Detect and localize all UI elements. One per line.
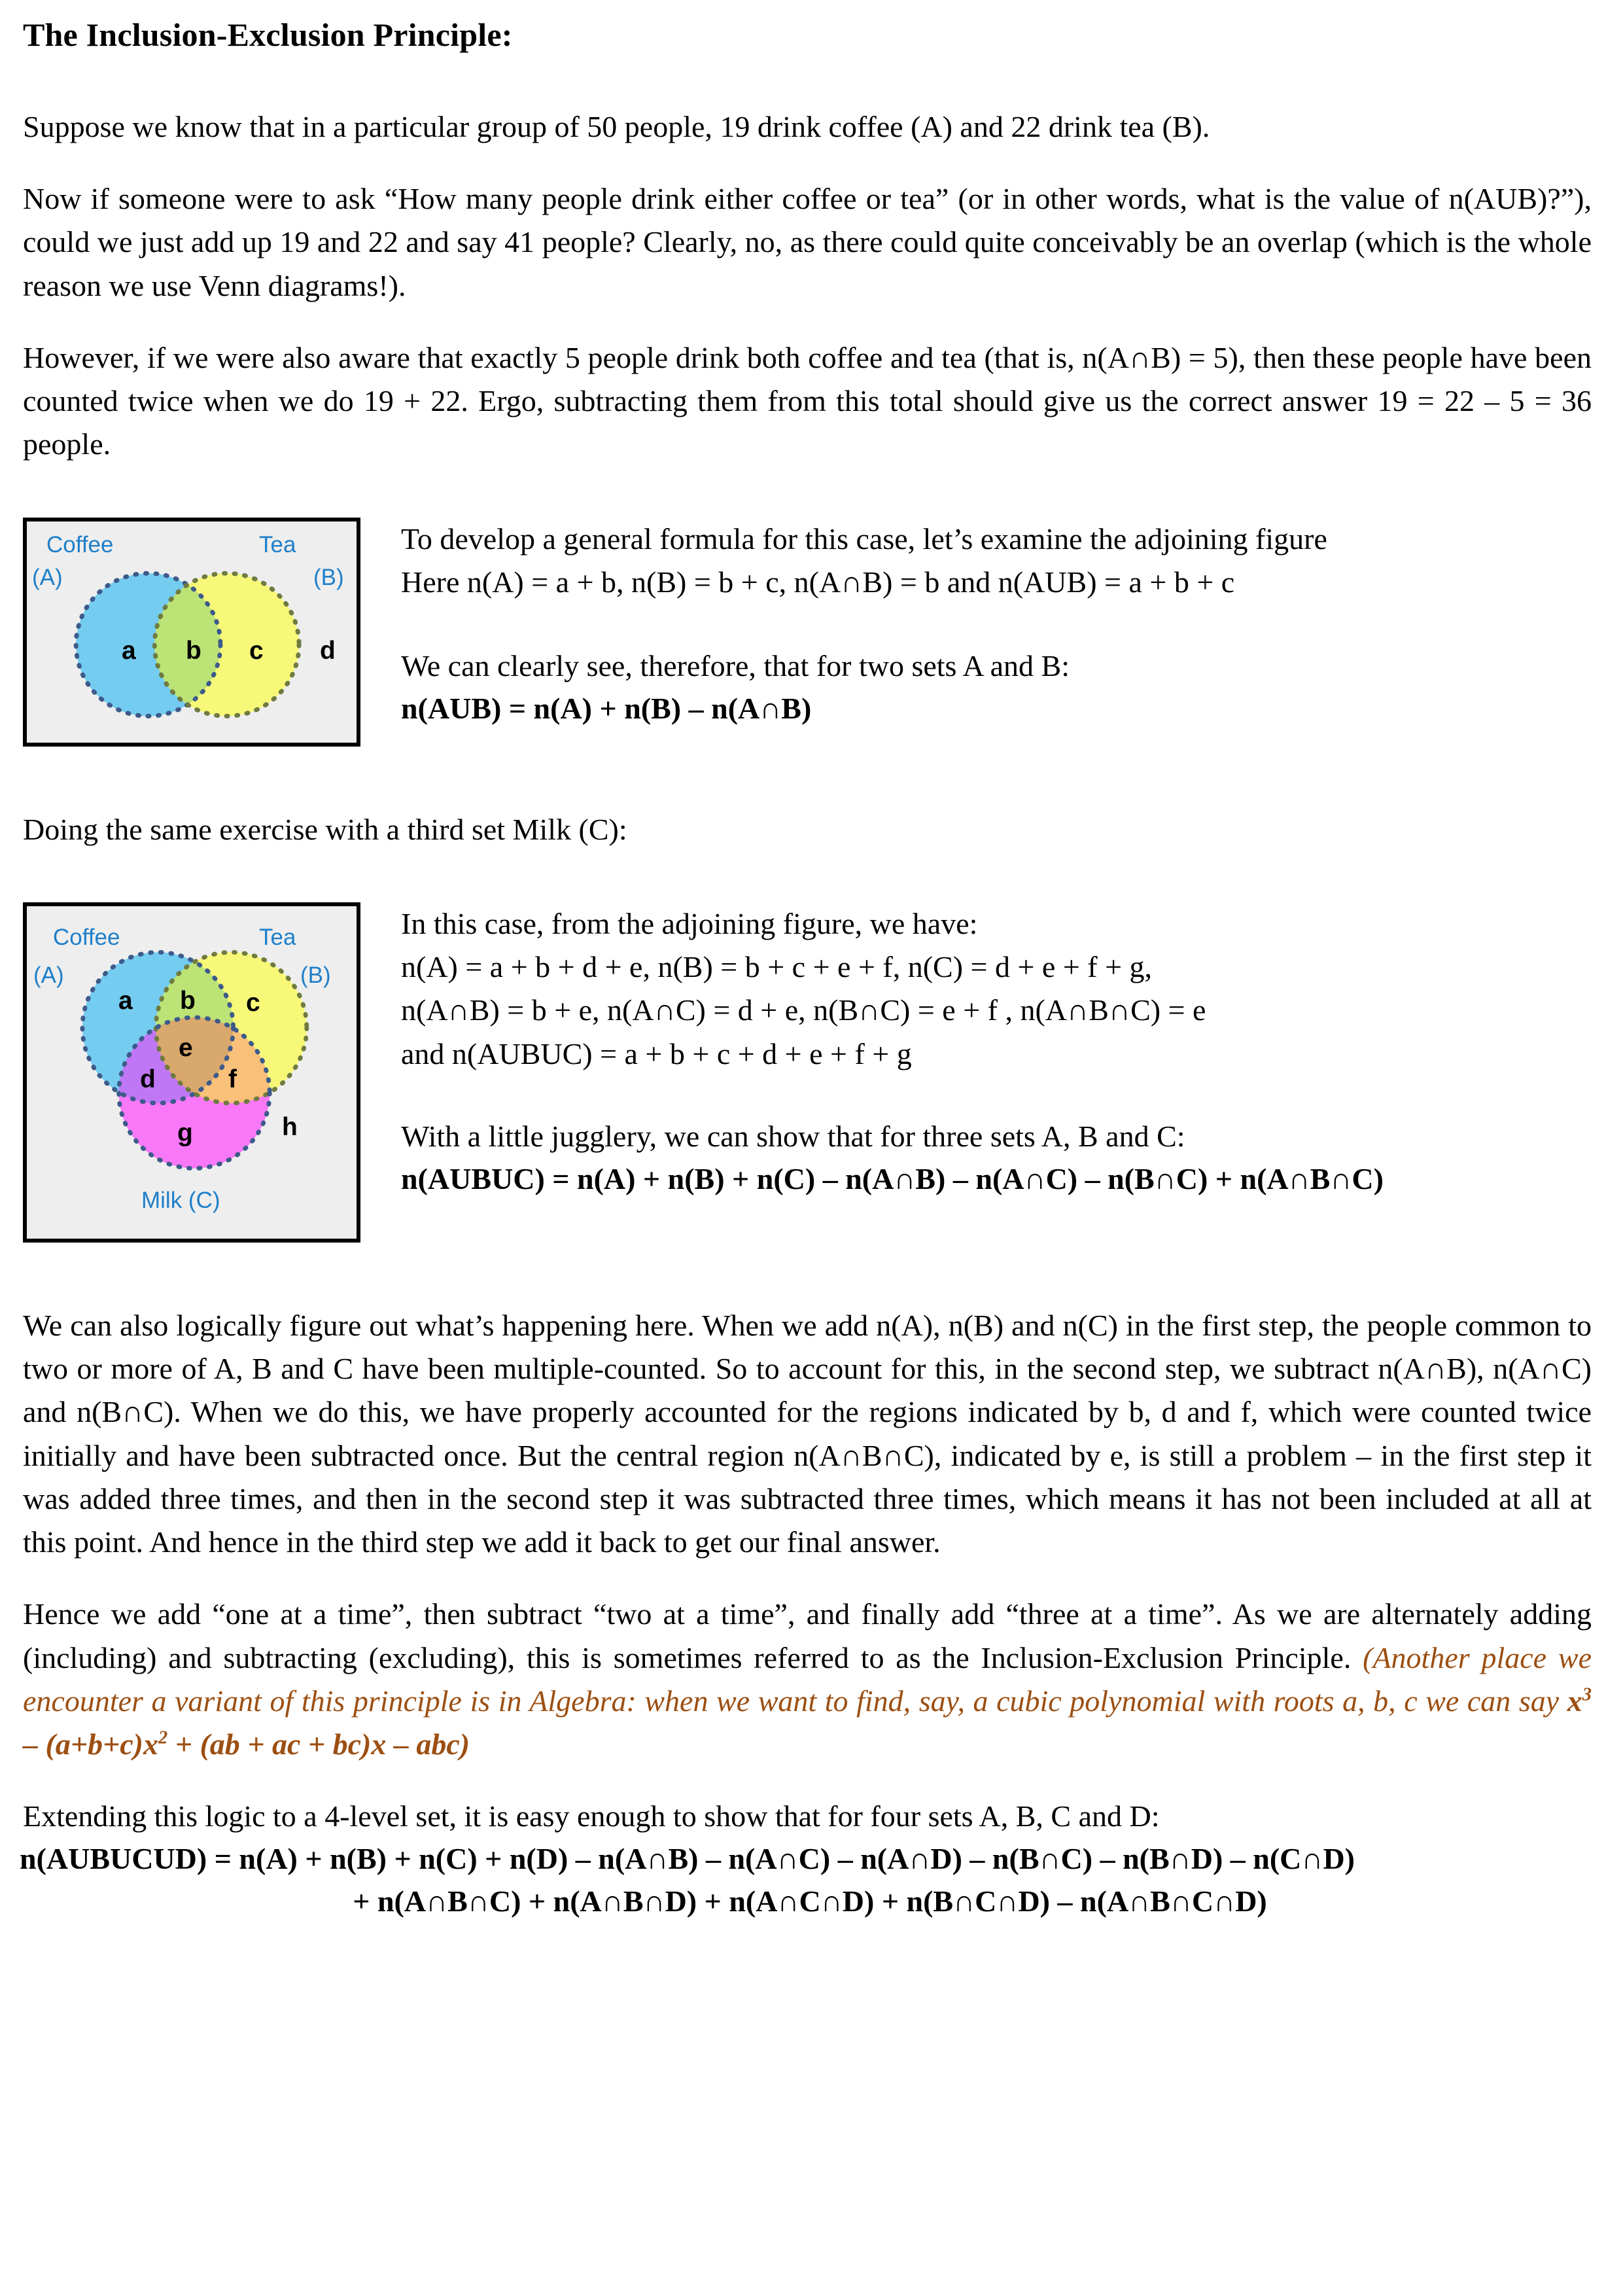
figure-2-line-2: n(A) = a + b + d + e, n(B) = b + c + e + f, n(C) = d + e + f + g, (401, 950, 1153, 984)
venn3-region-a: a (118, 986, 133, 1015)
third-set-intro: Doing the same exercise with a third set Milk (C): (23, 812, 627, 846)
formula-two-sets: n(AUB) = n(A) + n(B) – n(A∩B) (401, 692, 812, 726)
venn3-label-a: (A) (33, 962, 64, 988)
venn3-label-tea: Tea (259, 924, 296, 950)
venn2-region-d: d (320, 636, 336, 665)
venn3-region-h: h (282, 1112, 298, 1141)
extend-lead: Extending this logic to a 4-level set, it is easy enough to show that for four sets A, B, C and D: (23, 1799, 1160, 1833)
figure-1-line-3: We can clearly see, therefore, that for two sets A and B: (401, 649, 1070, 683)
paragraph-1: Suppose we know that in a particular group of 50 people, 19 drink coffee (A) and 22 drink tea (B). (23, 110, 1210, 143)
venn3-region-b: b (180, 986, 196, 1015)
figure-2-line-4: and n(AUBUC) = a + b + c + d + e + f + g (401, 1036, 912, 1070)
paragraph-4: We can also logically figure out what’s happening here. When we add n(A), n(B) and n(C) in the first step, the people common to two or more of A, B and C have been multiple-counted. So to account for this, in the second step, we subtract n(A∩B), n(A∩C) and n(B∩C). When we do this, we have properly accounted for the regions indicated by b, d and f, which were counted twice initially and have been subtracted once. But the central region n(A∩B∩C), indicated by e, is still a problem – in the first step it was added three times, and then in the second step it was subtracted three times, which means it has not been included at all at this point. And hence in the third step we add it back to get our final answer. (23, 1308, 1592, 1559)
venn3-region-c: c (246, 988, 260, 1017)
venn2-label-coffee: Coffee (46, 531, 114, 557)
venn-diagram-two-sets (23, 518, 360, 747)
venn3-region-f: f (228, 1065, 237, 1093)
venn3-label-b: (B) (300, 962, 331, 988)
paragraph-3: However, if we were also aware that exactly 5 people drink both coffee and tea (that is, n(A∩B) = 5), then these people have been counted twice when we do 19 + 22. Ergo, subtracting them from this total should give us the correct answer 19 = 22 – 5 = 36 people. (23, 340, 1592, 461)
formula-three-sets: n(AUBUC) = n(A) + n(B) + n(C) – n(A∩B) – n(A∩C) – n(B∩C) + n(A∩B∩C) (401, 1162, 1384, 1196)
paragraph-2: Now if someone were to ask “How many people drink either coffee or tea” (or in other words, what is the value of n(AUB)?”), could we just add up 19 and 22 and say 41 people? Clearly, no, as there could quite conceivably be an overlap (which is the whole reason we use Venn diagrams!). (23, 182, 1592, 302)
figure-2-line-5: With a little jugglery, we can show that for three sets A, B and C: (401, 1119, 1185, 1153)
figure-2-row (23, 902, 1592, 1243)
page-title: The Inclusion-Exclusion Principle: (23, 16, 513, 53)
algebra-note-math: $x^3 - (a+b+c)x^2 + (ab$ + ac + bc)x – abc) (23, 1684, 1592, 1761)
venn2-region-c: c (249, 636, 264, 665)
venn3-label-milk: Milk (C) (141, 1187, 220, 1213)
venn3-region-d: d (140, 1065, 156, 1093)
venn2-region-b: b (186, 636, 201, 665)
figure-1-row (23, 518, 1592, 747)
venn2-region-a: a (122, 636, 136, 665)
paragraph-5 (23, 1593, 1592, 1766)
venn2-label-a: (A) (32, 564, 63, 590)
figure-1-text-column (360, 518, 1592, 730)
figure-1-line-2: Here n(A) = a + b, n(B) = b + c, n(A∩B) = b and n(AUB) = a + b + c (401, 565, 1235, 599)
figure-2-column (23, 902, 360, 1243)
figure-2-line-1: In this case, from the adjoining figure, we have: (401, 906, 978, 940)
figure-1-column (23, 518, 360, 747)
figure-1-line-1: To develop a general formula for this case, let’s examine the adjoining figure (401, 521, 1327, 556)
venn3-label-coffee: Coffee (53, 924, 120, 950)
venn3-region-g: g (177, 1118, 193, 1147)
venn-diagram-three-sets (23, 902, 360, 1243)
algebra-note-text: (Another place we encounter a variant of this principle is in Algebra: when we want to find, say, a cubic polynomial with roots a, b, c we can say (23, 1640, 1592, 1718)
figure-2-line-3: n(A∩B) = b + e, n(A∩C) = d + e, n(B∩C) = e + f , n(A∩B∩C) = e (401, 993, 1206, 1027)
venn2-label-tea: Tea (259, 531, 296, 557)
formula-four-sets-line-2: + n(A∩B∩C) + n(A∩B∩D) + n(A∩C∩D) + n(B∩C∩D) – n(A∩B∩C∩D) (353, 1884, 1267, 1918)
figure-2-text-column (360, 902, 1592, 1201)
formula-four-sets-line-1: n(AUBUCUD) = n(A) + n(B) + n(C) + n(D) – n(A∩B) – n(A∩C) – n(A∩D) – n(B∩C) – n(B∩D) – n(C∩D) (20, 1842, 1355, 1876)
venn2-label-b: (B) (313, 564, 344, 590)
venn3-region-e: e (179, 1033, 193, 1062)
paragraph-5-lead: Hence we add “one at a time”, then subtract “two at a time”, and finally add “three at a time”. As we are alternately adding (including) and subtracting (excluding), this is sometimes referred to as the Inclusion-Exclusion Principle. (23, 1597, 1592, 1674)
